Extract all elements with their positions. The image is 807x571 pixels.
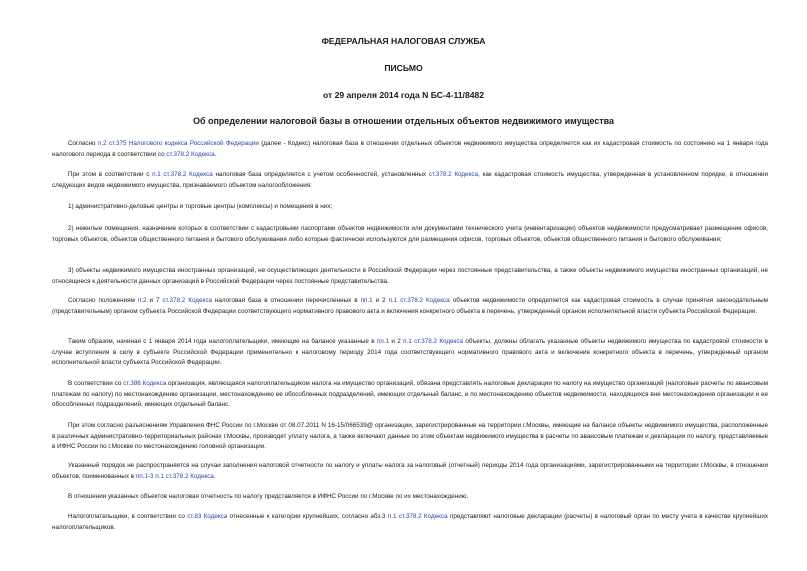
list-item-2	[52, 224, 768, 245]
paragraph-text: При этом в соответствии с	[68, 171, 153, 178]
link-st83[interactable]: ст.83 Кодекса	[187, 513, 228, 520]
list-item-text: 2) нежилые помещения, назначение которых в соответствии с кадастровыми паспортами объектов недвижимости или документами технического учета (инвентаризации) объектов недвижимости предусматривает размещение офисов, торговых объектов, объектов общественного питания и бытового обслуживания либо которые фактически используются для размещения офисов, торговых объектов, объектов общественного питания и бытового обслуживания;	[52, 225, 768, 243]
link-p1-st378-2[interactable]: п.1 ст.378.2 Кодекса	[152, 171, 213, 178]
link-st378-2[interactable]: ст.378.2 Кодекса	[162, 297, 212, 304]
paragraph-text: отнесенные к категории крупнейших, согласно абз.3	[227, 513, 388, 520]
paragraph-text: .	[214, 150, 217, 158]
org-name: ФЕДЕРАЛЬНАЯ НАЛОГОВАЯ СЛУЖБА	[321, 36, 486, 46]
link-p2[interactable]: п.2	[137, 297, 147, 304]
list-item-text: 1) административно-деловые центры и торговые центры (комплексы) и помещения в них;	[68, 203, 333, 210]
paragraph-text: налоговая база определяется с учетом особенностей, установленных	[212, 171, 429, 178]
paragraph-text: Таким образом, начиная с 1 января 2014 года налогоплательщики, имеющие на балансе указанные в	[68, 338, 377, 345]
link-p1-st378-2[interactable]: п.1 ст.378.2 Кодекса	[388, 297, 450, 304]
paragraph-7	[52, 461, 768, 482]
paragraph-text: налоговая база в отношении перечисленных в	[211, 297, 361, 304]
paragraph-text: объектов недвижимости определяется как кадастровая стоимость в случае принятия законодательным (представительным) органом субъекта Российской Федерации соответствующего нормативного правового акта и включения конкретного объекта в перечень, утвержденный органом исполнительной власти субъекта Российской Федерации.	[52, 297, 769, 315]
list-item-1	[52, 202, 768, 213]
paragraph-text: и 2	[372, 297, 389, 304]
paragraph-text: Налогоплательщики, в соответствии со	[68, 513, 188, 520]
link-p1-st378-2[interactable]: п.1 ст.378.2 Кодекса	[387, 513, 448, 520]
link-p1-st378-2[interactable]: п.1 ст.378.2 Кодекса	[403, 338, 464, 345]
paragraph-8	[52, 492, 768, 503]
link-st375-tax-code[interactable]: ст.375 Налогового кодекса Российской Федерации	[108, 140, 259, 147]
paragraph-text: представляют налоговые декларации (расчеты) в налоговый орган по месту учета в качестве крупнейших налогоплательщиков.	[52, 513, 769, 531]
paragraph-text: Указанный порядок не распространяется на случаи заполнения налоговой отчетности по налогу и уплаты налога за налоговый (отчетный) периоды 2014 года организациями, зарегистрированными на территории г.Москвы, в отношении объектов, поименованных в	[52, 462, 768, 480]
link-st378-2[interactable]: ст.378.2 Кодекса	[428, 171, 479, 178]
link-p2-st375[interactable]: п.2	[97, 140, 107, 147]
paragraph-text: .	[213, 472, 216, 480]
link-pp1[interactable]: пп.1	[360, 297, 373, 304]
paragraph-text: В соответствии со	[68, 380, 124, 387]
paragraph-9	[52, 512, 768, 533]
doc-type: ПИСЬМО	[384, 63, 423, 73]
link-st386[interactable]: ст.386 Кодекса	[123, 380, 167, 387]
paragraph-text: , как кадастровая стоимость имущества, утвержденная в установленном порядке, в отношении следующих видов недвижимого имущества, признаваемого объектом налогообложения:	[52, 171, 768, 189]
paragraph-2	[52, 170, 768, 191]
document-subject: Об определении налоговой базы в отношении отдельных объектов недвижимого имущества	[192, 116, 615, 126]
doc-date: от 29 апреля 2014 года N БС-4-11/8482	[322, 90, 485, 100]
paragraph-5	[52, 379, 768, 411]
paragraph-text: и 7	[146, 297, 163, 304]
link-pp1-3[interactable]: пп.1-3 п.1 ст.378.2 Кодекса	[135, 472, 214, 480]
link-st378-2[interactable]: ст.378.2 Кодекса	[166, 150, 215, 158]
paragraph-text: организация, являющаяся налогоплательщиком налога на имущество организаций, обязана представлять налоговые декларации по налогу на имущество организаций (налоговые расчеты по авансовым платежам по налогу) по местонахождению организации, местонахождению ее обособленных подразделений, имеющих отдельный баланс, и по местонахождению объектов недвижимости, находящихся вне местонахождения организации и ее обособленных подразделений, имеющих отдельный баланс.	[52, 380, 768, 409]
paragraph-text: Согласно	[68, 140, 98, 147]
paragraph-6	[52, 421, 768, 453]
list-item-text: 3) объекты недвижимого имущества иностранных организаций, не осуществляющих деятельности в Российской Федерации через постоянные представительства, а также объекты недвижимого имущества иностранных организаций, не относящиеся к деятельности данных организаций в Российской Федерации через постоянные представительства.	[52, 267, 768, 285]
paragraph-text: и 2	[388, 338, 404, 345]
paragraph-text: объекты, должны облагать указанные объекты недвижимого имущества по кадастровой стоимости в случае вступления в силу в субъекте Российской Федерации применительно к налоговому периоду 2014 года соответствующего нормативного правового акта и включения конкретного объекта в перечень, утвержденный органом исполнительной власти субъекта Российской Федерации.	[52, 338, 768, 367]
paragraph-text: Согласно положениям	[68, 297, 138, 304]
paragraph-text: (далее - Кодекс) налоговая база в отношении отдельных объектов недвижимого имущества определяется как их кадастровая стоимость по состоянию на 1 января года налогового периода в соответствии со	[52, 140, 769, 158]
paragraph-text: При этом согласно разъяснениям Управления ФНС России по г.Москве от 08.07.2011 N 16-15/066539@ организации, зарегистрированные на территории г.Москвы, имеющие на балансе объекты недвижимого имущества, расположенные в различных административно-территориальных районах г.Москвы, производят уплату налога, а также включают данные по этим объектам недвижимого имущества в расчеты по авансовым платежам и декларации по налогу, представляемые в ИФНС России по г.Москве по местонахождению головной организации.	[52, 422, 768, 451]
paragraph-4	[52, 337, 768, 369]
link-pp1[interactable]: пп.1	[376, 338, 389, 345]
paragraph-text: В отношении указанных объектов налоговая отчетность по налогу представляется в ИФНС России по г.Москве по их местонахождению.	[68, 493, 469, 500]
list-item-3	[52, 266, 768, 287]
paragraph-1	[52, 139, 768, 160]
paragraph-3	[52, 296, 768, 317]
